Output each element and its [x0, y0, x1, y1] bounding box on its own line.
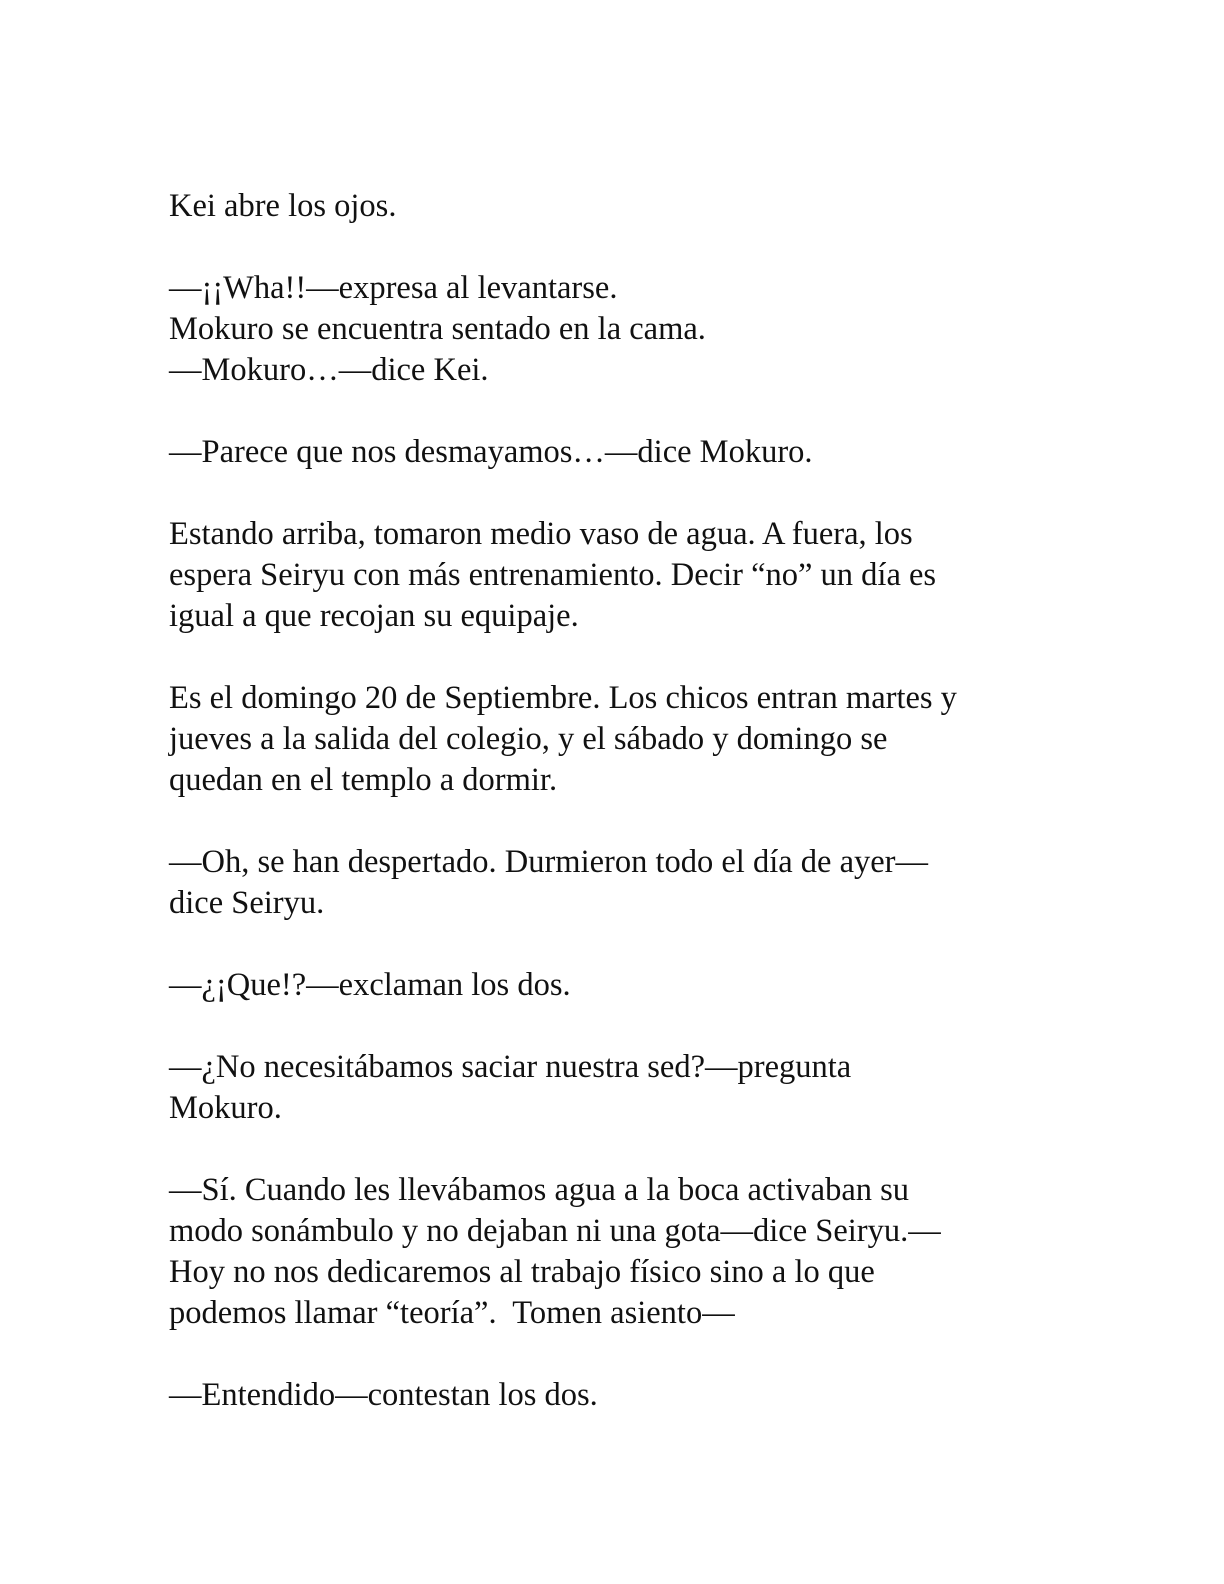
text-line: dice Seiryu. [169, 885, 325, 921]
text-line: —¡¡Wha!!—expresa al levantarse. [169, 270, 618, 306]
text-line: jueves a la salida del colegio, y el sábado y domingo se [169, 721, 888, 757]
text-line: Es el domingo 20 de Septiembre. Los chicos entran martes y [169, 680, 957, 716]
paragraph [169, 268, 1049, 391]
text-line: modo sonámbulo y no dejaban ni una gota—dice Seiryu.— [169, 1213, 941, 1249]
text-line: Estando arriba, tomaron medio vaso de agua. A fuera, los [169, 516, 913, 552]
paragraph [169, 1047, 1049, 1129]
paragraph [169, 1375, 1049, 1416]
text-line: —¿¡Que!?—exclaman los dos. [169, 967, 571, 1003]
text-line: —Mokuro…—dice Kei. [169, 352, 489, 388]
text-line: —Parece que nos desmayamos…—dice Mokuro. [169, 434, 813, 470]
text-line: podemos llamar “teoría”. Tomen asiento— [169, 1295, 735, 1331]
text-line: Mokuro. [169, 1090, 282, 1126]
text-line: —Oh, se han despertado. Durmieron todo el día de ayer— [169, 844, 929, 880]
paragraph [169, 186, 1049, 227]
text-line: espera Seiryu con más entrenamiento. Decir “no” un día es [169, 557, 937, 593]
text-line: quedan en el templo a dormir. [169, 762, 558, 798]
text-line: —Sí. Cuando les llevábamos agua a la boca activaban su [169, 1172, 910, 1208]
text-line: igual a que recojan su equipaje. [169, 598, 579, 634]
text-line: Hoy no nos dedicaremos al trabajo físico sino a lo que [169, 1254, 875, 1290]
text-line: —Entendido—contestan los dos. [169, 1377, 598, 1413]
paragraph [169, 965, 1049, 1006]
text-line: Mokuro se encuentra sentado en la cama. [169, 311, 706, 347]
paragraph [169, 432, 1049, 473]
paragraph [169, 842, 1049, 924]
body-text [169, 186, 1049, 1416]
paragraph [169, 1170, 1049, 1334]
paragraph [169, 514, 1049, 637]
paragraph [169, 678, 1049, 801]
text-line: —¿No necesitábamos saciar nuestra sed?—pregunta [169, 1049, 852, 1085]
text-line: Kei abre los ojos. [169, 188, 397, 224]
